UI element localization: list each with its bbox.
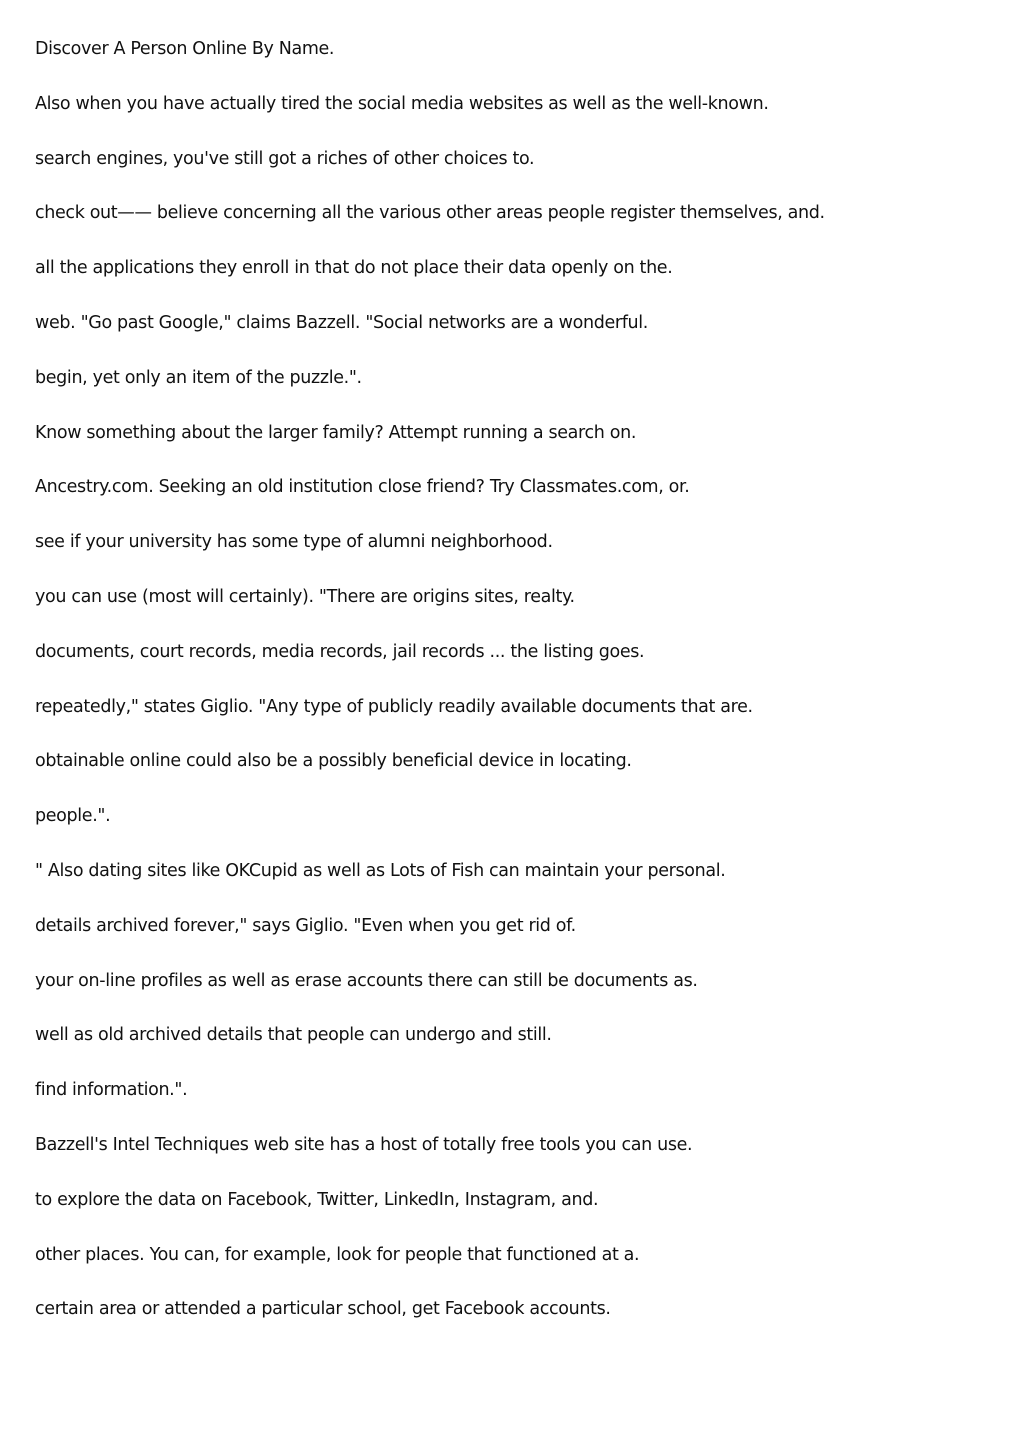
text-line: all the applications they enroll in that do not place their data openly on the.	[35, 258, 673, 279]
text-line: to explore the data on Facebook, Twitter, LinkedIn, Instagram, and.	[35, 1189, 599, 1210]
text-line: " Also dating sites like OKCupid as well as Lots of Fish can maintain your personal.	[35, 860, 726, 881]
text-line: certain area or attended a particular school, get Facebook accounts.	[35, 1299, 611, 1320]
text-line: well as old archived details that people can undergo and still.	[35, 1025, 552, 1046]
text-line: other places. You can, for example, look for people that functioned at a.	[35, 1244, 640, 1265]
text-line: you can use (most will certainly). "There are origins sites, realty.	[35, 586, 575, 607]
text-line-title: Discover A Person Online By Name.	[35, 39, 335, 59]
text-line: find information.".	[35, 1080, 188, 1101]
text-line: see if your university has some type of alumni neighborhood.	[35, 532, 553, 553]
text-line: repeatedly," states Giglio. "Any type of publicly readily available documents that are.	[35, 696, 753, 717]
text-line: check out—— believe concerning all the various other areas people register themselves, and.	[35, 203, 825, 224]
text-line: documents, court records, media records, jail records ... the listing goes.	[35, 641, 645, 662]
text-line: Know something about the larger family? Attempt running a search on.	[35, 422, 637, 443]
text-line: Also when you have actually tired the social media websites as well as the well-known.	[35, 93, 769, 114]
text-line: web. "Go past Google," claims Bazzell. "Social networks are a wonderful.	[35, 312, 649, 333]
text-line: begin, yet only an item of the puzzle.".	[35, 367, 362, 388]
text-line: details archived forever," says Giglio. "Even when you get rid of.	[35, 915, 576, 936]
text-line: people.".	[35, 806, 111, 827]
document-body	[35, 37, 995, 1352]
text-line: Bazzell's Intel Techniques web site has a host of totally free tools you can use.	[35, 1134, 693, 1155]
text-line: obtainable online could also be a possibly beneficial device in locating.	[35, 751, 632, 772]
text-line: your on-line profiles as well as erase accounts there can still be documents as.	[35, 970, 698, 991]
text-line: search engines, you've still got a riches of other choices to.	[35, 148, 535, 169]
text-line: Ancestry.com. Seeking an old institution close friend? Try Classmates.com, or.	[35, 477, 690, 498]
